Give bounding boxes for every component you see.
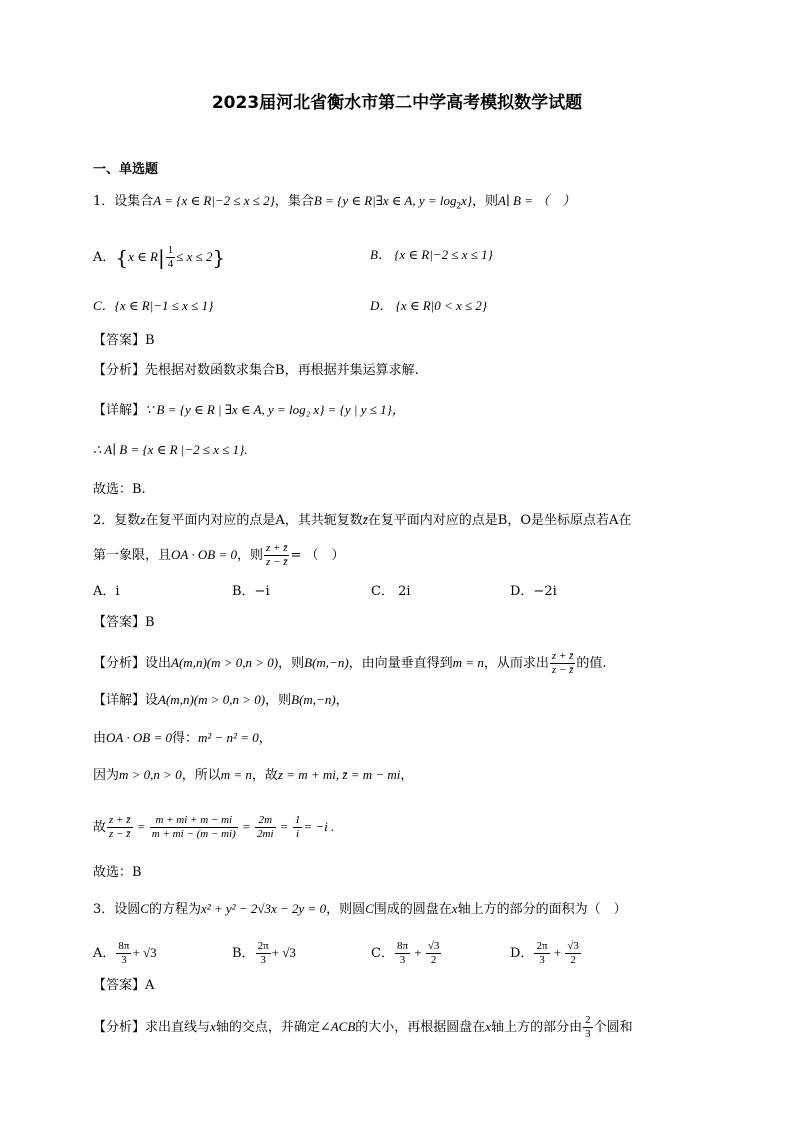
fraction: $\frac{2\pi}{3}$ (257, 940, 269, 966)
q1-detail-line2: ∴ A∣ B = {x ∈ R |−2 ≤ x ≤ 1}. (93, 442, 248, 457)
fraction: $\frac{2}{3}$ (585, 1014, 591, 1040)
q1-option-d: D． {x ∈ R|0 < x ≤ 2} (370, 298, 488, 313)
q3-option-b: B． $\frac{2\pi}{3}$ + √3 (232, 940, 296, 966)
q1-option-b: B． {x ∈ R|−2 ≤ x ≤ 1} (370, 247, 493, 262)
q1-analysis: 【分析】先根据对数函数求集合B，再根据并集运算求解. (93, 363, 419, 378)
fraction: $\frac{z + z̄}{z - z̄}$ (109, 814, 131, 840)
q1-option-c: C．{x ∈ R|−1 ≤ x ≤ 1} (93, 298, 214, 313)
fraction: $\frac{2\pi}{3}$ (536, 940, 548, 966)
q3-option-a: A． $\frac{8\pi}{3}$ + √3 (93, 940, 157, 966)
q1-answer: 【答案】B (93, 333, 155, 348)
page-title: 2023届河北省衡水市第二中学高考模拟数学试题 (211, 93, 583, 113)
q1-detail: 【详解】∵ B = {y ∈ R | ∃x ∈ A, y = log₂ x} = {y | y ≤ 1}， (93, 402, 405, 418)
q1-stem: 1．设集合A = {x ∈ R|−2 ≤ x ≤ 2}，集合B = {y ∈ R|∃x ∈ A, $y = \log_2x$}，则A∣ B = （ ） (93, 193, 576, 211)
fraction: $\frac{1}{4}$ (167, 244, 174, 270)
fraction: $\frac{z + z̄}{z - z̄}$ (265, 542, 288, 568)
q3-stem: 3．设圆C的方程为x² + y² − 2√3x − 2y = 0，则圆C围成的圆盘在x轴上方的部分的面积为（ ） (93, 901, 627, 917)
q3-option-c: C． $\frac{8\pi}{3}$ + $\frac{√3}{2}$ (371, 940, 440, 966)
fraction: $\frac{2m}{2mi}$ (257, 814, 274, 840)
section-heading: 一、单选题 (93, 162, 159, 177)
fraction: $\frac{8\pi}{3}$ (396, 940, 409, 966)
q2-analysis: 【分析】设出A(m,n)(m > 0,n > 0)，则B(m,−n)，由向量垂直得到m = n，从而求出 $\frac{z + z̄}{z - z̄}$ 的值. (93, 650, 607, 676)
q2-option-d: D．−2i (510, 584, 557, 599)
q2-stem-line2: 第一象限，且OA · OB = 0，则 $\frac{z + z̄}{z - z̄}$ = （ ） (93, 542, 345, 568)
q2-detail-line3: 因为m > 0,n > 0，所以m = n，故z = m + mi, z̄ = m − mi， (93, 767, 414, 783)
q2-option-c: C． 2i (371, 584, 411, 599)
q2-detail-line2: 由OA · OB = 0得：m² − n² = 0， (93, 730, 272, 746)
q2-detail-line4: 故 $\frac{z + z̄}{z - z̄}$ = $\frac{m + mi + m - mi}{m + mi - (m - mi)}$ = $\frac{2m}{2mi}$ = $\frac{1}{i}$ = −i . (93, 814, 335, 840)
q1-choose: 故选：B. (93, 482, 146, 497)
q2-option-b: B．−i (232, 584, 270, 599)
q2-stem-line1: 2．复数z在复平面内对应的点是A，其共轭复数z̄在复平面内对应的点是B，O是坐标原点若A在 (93, 512, 632, 528)
q3-answer: 【答案】A (93, 978, 155, 993)
q3-analysis: 【分析】求出直线与x轴的交点，并确定∠ACB的大小，再根据圆盘在x轴上方的部分由 $\frac{2}{3}$ 个圆和 (93, 1014, 633, 1040)
fraction: $\frac{m + mi + m - mi}{m + mi - (m - mi)}$ (151, 814, 236, 840)
fraction: $\frac{√3}{2}$ (427, 940, 440, 966)
q1-option-a: A．{x ∈ R| $\frac{1}{4}$ ≤ x ≤ 2} (93, 244, 226, 270)
q2-detail: 【详解】设A(m,n)(m > 0,n > 0)，则B(m,−n)， (93, 692, 349, 708)
q2-answer: 【答案】B (93, 615, 155, 630)
fraction: $\frac{8\pi}{3}$ (118, 940, 130, 966)
q2-choose: 故选：B (93, 865, 142, 880)
fraction: $\frac{1}{i}$ (294, 814, 301, 840)
q3-option-d: D． $\frac{2\pi}{3}$ + $\frac{√3}{2}$ (510, 940, 579, 966)
fraction: $\frac{√3}{2}$ (567, 940, 579, 966)
fraction: $\frac{z + z̄}{z - z̄}$ (551, 650, 574, 676)
q2-option-a: A．i (93, 584, 120, 599)
